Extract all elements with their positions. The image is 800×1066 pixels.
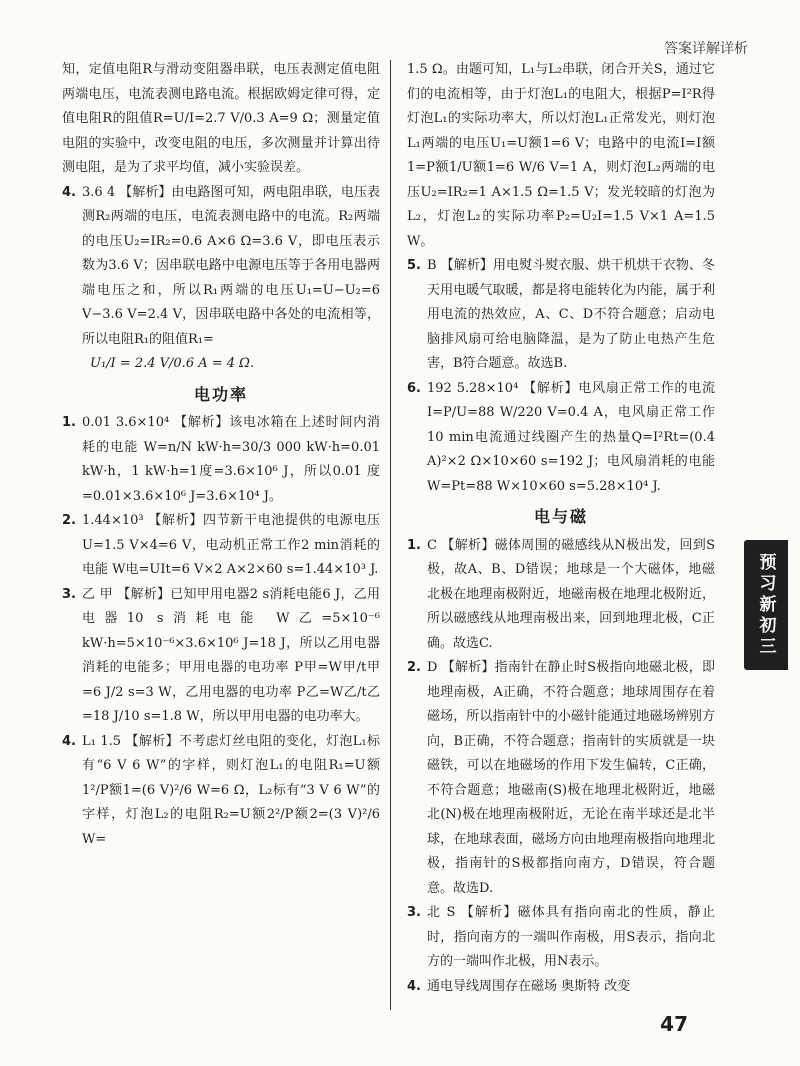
answer-text: B 【解析】用电熨斗熨衣服、烘干机烘干衣物、冬天用电暖气取暖，都是将电能转化为内能，属于利用电流的热效应，A、C、D不符合题意；启动电脑排风扇可给电脑降温，是为了防止电热产生危害，B符合题意。故选B. xyxy=(427,258,715,371)
question-1 xyxy=(407,534,715,657)
answer-text: 乙 甲 【解析】已知甲用电器2 s消耗电能6 J，乙用电器10 s消耗电能 W乙=5×10⁻⁶ kW·h=5×10⁻⁶×3.6×10⁶ J=18 J，所以乙用电器消耗的电能多；甲用电器的电功率 P甲=W甲/t甲=6 J/2 s=3 W，乙用电器的电功率 P乙=W乙/t乙=18 J/10 s=1.8 W，所以甲用电器的电功率大。 xyxy=(82,586,380,724)
question-number: 5. xyxy=(407,258,421,273)
answer-text: 1.44×10³ 【解析】四节新干电池提供的电源电压U=1.5 V×4=6 V，电动机正常工作2 min消耗的电能 W电=UIt=6 V×2 A×2×60 s=1.44×10³ J. xyxy=(82,513,380,577)
question-6 xyxy=(407,377,715,500)
intro-paragraph: 知，定值电阻R与滑动变阻器串联，电压表测定值电阻两端电压，电流表测电路电流。根据欧姆定律可得，定值电阻R的阻值R=U/I=2.7 V/0.3 A=9 Ω；测量定值电阻的实验中，改变电阻的电压，多次测量并计算出待测电阻，是为了求平均值，减小实验误差。 xyxy=(62,62,380,175)
right-column xyxy=(407,58,715,999)
left-column xyxy=(62,58,380,852)
answer-text: 0.01 3.6×10⁴ 【解析】该电冰箱在上述时间内消耗的电能 W=n/N kW·h=30/3 000 kW·h=0.01 kW·h，1 kW·h=1度=3.6×10⁶ J，所以0.01 度=0.01×3.6×10⁶ J=3.6×10⁴ J。 xyxy=(82,415,380,504)
question-number: 1. xyxy=(407,537,421,553)
question-number: 4. xyxy=(407,978,421,994)
question-number: 1. xyxy=(62,415,76,430)
question-4 xyxy=(62,181,380,377)
page-number: 47 xyxy=(660,1012,688,1036)
question-1 xyxy=(62,411,380,509)
question-number: 3. xyxy=(62,586,76,602)
answer-text: D 【解析】指南针在静止时S极指向地磁北极，即地理南极，A正确，不符合题意；地球周围存在着磁场，所以指南针中的小磁针能通过地磁场辨别方向，B正确，不符合题意；指南针的实质就是一块磁铁，可以在地磁场的作用下发生偏转，C正确，不符合题意；地磁南(S)极在地理北极附近，地磁北(N)极在地理南极附近，无论在南半球还是北半球，在地球表面，磁场方向由地理南极指向地理北极，指南针的S极都指向南方，D错误，符合题意。故选D. xyxy=(427,660,715,896)
answer-text: C 【解析】磁体周围的磁感线从N极出发，回到S极，故A、B、D错误；地球是一个大磁体，地磁北极在地理南极附近，地磁南极在地理北极附近，所以磁感线从地理南极出来，回到地理北极，C正确。故选C. xyxy=(427,537,715,651)
question-3 xyxy=(407,901,715,975)
header-label: 答案详解详析 xyxy=(664,41,748,57)
question-4 xyxy=(407,975,715,1000)
question-number: 2. xyxy=(407,660,421,675)
equation: U₁/I = 2.4 V/0.6 A = 4 Ω. xyxy=(90,356,255,371)
answer-text: L₁ 1.5 【解析】不考虑灯丝电阻的变化，灯泡L₁标有“6 V 6 W”的字样，则灯泡L₁的电阻R₁=U额1²/P额1=(6 V)²/6 W=6 Ω，L₂标有“3 V 6 W”的字样，灯泡L₂的电阻R₂=U额2²/P额2=(3 V)²/6 W= xyxy=(82,733,380,847)
question-number: 4. xyxy=(62,733,76,749)
section-title-electricity-magnetism: 电与磁 xyxy=(533,507,588,526)
question-3 xyxy=(62,583,380,730)
side-tab: 预习新初三 xyxy=(744,540,788,670)
continued-paragraph: 1.5 Ω。由题可知，L₁与L₂串联，闭合开关S，通过它们的电流相等，由于灯泡L₁的电阻大，根据P=I²R得灯泡L₁的实际功率大，所以灯泡L₁正常发光，则灯泡L₁两端的电压U₁=U额1=6 V；电路中的电流I=I额1=P额1/U额1=6 W/6 V=1 A，则灯泡L₂两端的电压U₂=IR₂=1 A×1.5 Ω=1.5 V；发光较暗的灯泡为L₂，灯泡L₂的实际功率P₂=U₂I=1.5 V×1 A=1.5 W。 xyxy=(407,62,715,249)
column-divider xyxy=(390,60,391,1010)
answer-text: 3.6 4 【解析】由电路图可知，两电阻串联，电压表测R₂两端的电压，电流表测电路中的电流。R₂两端的电压U₂=IR₂=0.6 A×6 Ω=3.6 V，即电压表示数为3.6 V；因串联电路中电源电压等于各用电器两端电压之和，所以R₁两端的电压U₁=U−U₂=6 V−3.6 V=2.4 V，因串联电路中各处的电流相等，所以电阻R₁的阻值R₁= xyxy=(82,184,380,347)
question-4 xyxy=(62,730,380,853)
question-5 xyxy=(407,254,715,377)
answer-text: 通电导线周围存在磁场 奥斯特 改变 xyxy=(427,978,631,994)
question-2 xyxy=(407,656,715,901)
question-number: 4. xyxy=(62,184,76,200)
question-2 xyxy=(62,509,380,583)
question-number: 6. xyxy=(407,380,421,396)
section-title-electric-power: 电功率 xyxy=(193,384,248,404)
question-number: 3. xyxy=(407,905,421,920)
answer-text: 192 5.28×10⁴ 【解析】电风扇正常工作的电流I=P/U=88 W/220 V=0.4 A，电风扇正常工作10 min电流通过线圈产生的热量Q=I²Rt=(0.4 A)²×2 Ω×10×60 s=192 J；电风扇消耗的电能 W=Pt=88 W×10×60 s=5.28×10⁴ J. xyxy=(427,380,715,494)
question-number: 2. xyxy=(62,513,76,528)
answer-text: 北 S 【解析】磁体具有指向南北的性质，静止时，指向南方的一端叫作南极，用S表示，指向北方的一端叫作北极，用N表示。 xyxy=(427,905,715,969)
